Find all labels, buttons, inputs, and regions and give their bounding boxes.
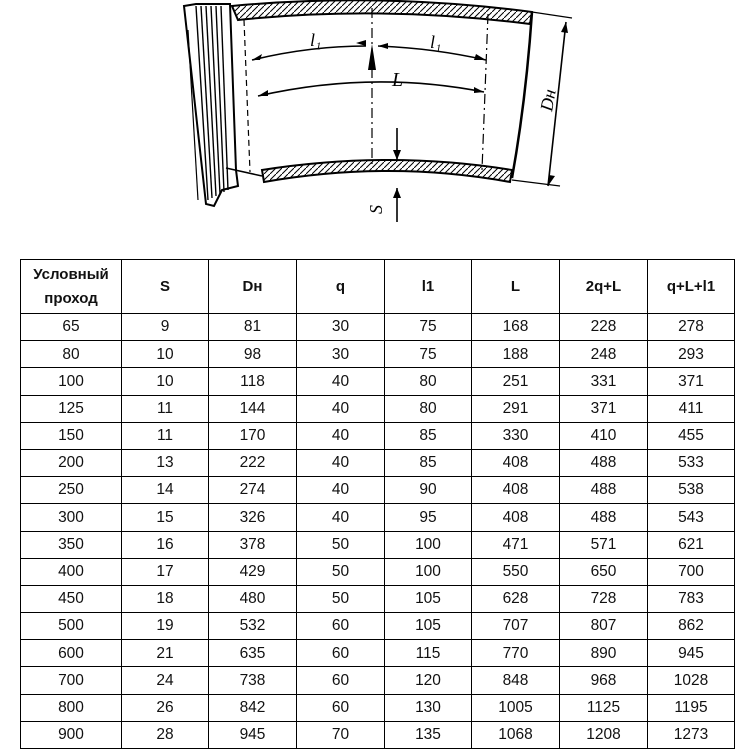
cell-s: 10: [122, 341, 209, 368]
table-row: [21, 477, 735, 504]
table-header-row: [21, 260, 735, 314]
cell-2q-plus-L: 488: [560, 449, 648, 476]
cell-L: 188: [472, 341, 560, 368]
cell-2q-plus-L: 248: [560, 341, 648, 368]
cell-s: 9: [122, 314, 209, 341]
cell-2q-plus-L: 890: [560, 640, 648, 667]
cell-s: 21: [122, 640, 209, 667]
cell-q: 60: [297, 613, 385, 640]
cell-nominal-bore: 300: [21, 504, 122, 531]
cell-nominal-bore: 200: [21, 449, 122, 476]
cell-l1: 85: [385, 449, 472, 476]
end-line-left: [244, 20, 250, 172]
table-row: [21, 694, 735, 721]
table-row: [21, 341, 735, 368]
cell-nominal-bore: 900: [21, 721, 122, 748]
table-row: [21, 640, 735, 667]
table-row: [21, 613, 735, 640]
cell-q: 40: [297, 504, 385, 531]
cell-s: 13: [122, 449, 209, 476]
pipe-bottom-wall: [262, 160, 512, 182]
cell-L: 408: [472, 477, 560, 504]
cell-l1: 75: [385, 341, 472, 368]
cell-l1: 80: [385, 395, 472, 422]
cell-q-plus-L-plus-l1: 533: [648, 449, 735, 476]
cell-l1: 100: [385, 558, 472, 585]
cell-dn: 98: [209, 341, 297, 368]
cell-L: 550: [472, 558, 560, 585]
cell-nominal-bore: 600: [21, 640, 122, 667]
table-row: [21, 395, 735, 422]
cell-dn: 170: [209, 422, 297, 449]
cell-L: 251: [472, 368, 560, 395]
cell-q-plus-L-plus-l1: 621: [648, 531, 735, 558]
cell-dn: 738: [209, 667, 297, 694]
cell-s: 19: [122, 613, 209, 640]
label-dn: Dн: [536, 87, 560, 113]
cell-nominal-bore: 150: [21, 422, 122, 449]
cell-s: 10: [122, 368, 209, 395]
cell-s: 18: [122, 585, 209, 612]
cell-q-plus-L-plus-l1: 783: [648, 585, 735, 612]
cell-dn: 429: [209, 558, 297, 585]
cell-s: 11: [122, 395, 209, 422]
cell-q: 70: [297, 721, 385, 748]
cell-dn: 480: [209, 585, 297, 612]
cell-2q-plus-L: 1208: [560, 721, 648, 748]
cell-dn: 222: [209, 449, 297, 476]
cell-l1: 115: [385, 640, 472, 667]
cell-2q-plus-L: 488: [560, 504, 648, 531]
cell-q-plus-L-plus-l1: 538: [648, 477, 735, 504]
header-s: S: [122, 260, 209, 314]
cell-nominal-bore: 800: [21, 694, 122, 721]
cell-L: 408: [472, 504, 560, 531]
cell-nominal-bore: 700: [21, 667, 122, 694]
cell-nominal-bore: 125: [21, 395, 122, 422]
cell-nominal-bore: 400: [21, 558, 122, 585]
table-row: [21, 314, 735, 341]
cell-L: 1068: [472, 721, 560, 748]
cell-dn: 326: [209, 504, 297, 531]
cell-2q-plus-L: 488: [560, 477, 648, 504]
cell-2q-plus-L: 331: [560, 368, 648, 395]
cell-L: 707: [472, 613, 560, 640]
cell-q: 50: [297, 585, 385, 612]
label-s: S: [366, 205, 386, 214]
label-l1-left: l₁: [310, 30, 322, 50]
cell-dn: 532: [209, 613, 297, 640]
cell-q: 60: [297, 694, 385, 721]
cell-q: 30: [297, 341, 385, 368]
table-row: [21, 368, 735, 395]
cell-q: 50: [297, 531, 385, 558]
cell-L: 330: [472, 422, 560, 449]
cell-l1: 120: [385, 667, 472, 694]
cell-L: 1005: [472, 694, 560, 721]
cell-nominal-bore: 80: [21, 341, 122, 368]
cell-q-plus-L-plus-l1: 1273: [648, 721, 735, 748]
cell-q-plus-L-plus-l1: 1195: [648, 694, 735, 721]
cell-q-plus-L-plus-l1: 543: [648, 504, 735, 531]
cell-2q-plus-L: 968: [560, 667, 648, 694]
cell-s: 14: [122, 477, 209, 504]
cell-s: 11: [122, 422, 209, 449]
cell-q: 40: [297, 477, 385, 504]
cell-dn: 144: [209, 395, 297, 422]
cell-q-plus-L-plus-l1: 1028: [648, 667, 735, 694]
cell-2q-plus-L: 1125: [560, 694, 648, 721]
pipe-top-wall: [232, 0, 532, 24]
table-row: [21, 449, 735, 476]
label-l1-right: l₁: [430, 32, 442, 52]
cell-L: 848: [472, 667, 560, 694]
dim-l1-left: [252, 46, 366, 60]
cell-2q-plus-L: 571: [560, 531, 648, 558]
label-L: L: [392, 69, 404, 91]
cell-l1: 95: [385, 504, 472, 531]
table-row: [21, 531, 735, 558]
cell-nominal-bore: 450: [21, 585, 122, 612]
cell-dn: 118: [209, 368, 297, 395]
cell-l1: 135: [385, 721, 472, 748]
cell-q: 40: [297, 449, 385, 476]
cell-2q-plus-L: 410: [560, 422, 648, 449]
cell-dn: 81: [209, 314, 297, 341]
header-2q-plus-L: 2q+L: [560, 260, 648, 314]
cell-L: 168: [472, 314, 560, 341]
cell-2q-plus-L: 807: [560, 613, 648, 640]
cell-L: 628: [472, 585, 560, 612]
socket-flange: [184, 4, 262, 206]
header-q: q: [297, 260, 385, 314]
cell-q: 30: [297, 314, 385, 341]
cell-q-plus-L-plus-l1: 293: [648, 341, 735, 368]
cell-q-plus-L-plus-l1: 862: [648, 613, 735, 640]
table-row: [21, 422, 735, 449]
cell-s: 26: [122, 694, 209, 721]
table-row: [21, 585, 735, 612]
cell-q: 40: [297, 368, 385, 395]
cell-q: 60: [297, 667, 385, 694]
cell-2q-plus-L: 371: [560, 395, 648, 422]
header-q-plus-L-plus-l1: q+L+l1: [648, 260, 735, 314]
table-row: [21, 721, 735, 748]
cell-l1: 130: [385, 694, 472, 721]
cell-2q-plus-L: 228: [560, 314, 648, 341]
table-row: [21, 558, 735, 585]
cell-dn: 945: [209, 721, 297, 748]
cell-nominal-bore: 350: [21, 531, 122, 558]
dimensions-table: [20, 259, 735, 749]
cell-L: 408: [472, 449, 560, 476]
header-dn: Dн: [209, 260, 297, 314]
cell-s: 15: [122, 504, 209, 531]
cell-nominal-bore: 100: [21, 368, 122, 395]
cell-q-plus-L-plus-l1: 700: [648, 558, 735, 585]
dim-L: [258, 82, 484, 96]
cell-L: 291: [472, 395, 560, 422]
cell-nominal-bore: 500: [21, 613, 122, 640]
cell-2q-plus-L: 650: [560, 558, 648, 585]
cell-nominal-bore: 250: [21, 477, 122, 504]
cell-L: 471: [472, 531, 560, 558]
cell-q: 50: [297, 558, 385, 585]
cell-q-plus-L-plus-l1: 945: [648, 640, 735, 667]
cell-dn: 274: [209, 477, 297, 504]
cell-l1: 100: [385, 531, 472, 558]
cell-nominal-bore: 65: [21, 314, 122, 341]
cell-q-plus-L-plus-l1: 371: [648, 368, 735, 395]
cell-s: 16: [122, 531, 209, 558]
cell-q: 40: [297, 395, 385, 422]
pipe-bend-drawing: [0, 0, 750, 240]
cell-q-plus-L-plus-l1: 455: [648, 422, 735, 449]
cell-l1: 80: [385, 368, 472, 395]
cell-l1: 105: [385, 613, 472, 640]
header-nominal-bore: Условный проход: [21, 260, 122, 314]
cell-L: 770: [472, 640, 560, 667]
cell-l1: 90: [385, 477, 472, 504]
cell-l1: 85: [385, 422, 472, 449]
header-L: L: [472, 260, 560, 314]
cell-q-plus-L-plus-l1: 411: [648, 395, 735, 422]
header-l1: l1: [385, 260, 472, 314]
cell-dn: 635: [209, 640, 297, 667]
table-row: [21, 504, 735, 531]
cell-s: 24: [122, 667, 209, 694]
cell-l1: 75: [385, 314, 472, 341]
cell-s: 17: [122, 558, 209, 585]
cell-q-plus-L-plus-l1: 278: [648, 314, 735, 341]
cell-dn: 842: [209, 694, 297, 721]
cell-q: 60: [297, 640, 385, 667]
cell-dn: 378: [209, 531, 297, 558]
pipe-end-face: [512, 12, 532, 178]
cell-s: 28: [122, 721, 209, 748]
cell-2q-plus-L: 728: [560, 585, 648, 612]
cell-l1: 105: [385, 585, 472, 612]
table-row: [21, 667, 735, 694]
cell-q: 40: [297, 422, 385, 449]
